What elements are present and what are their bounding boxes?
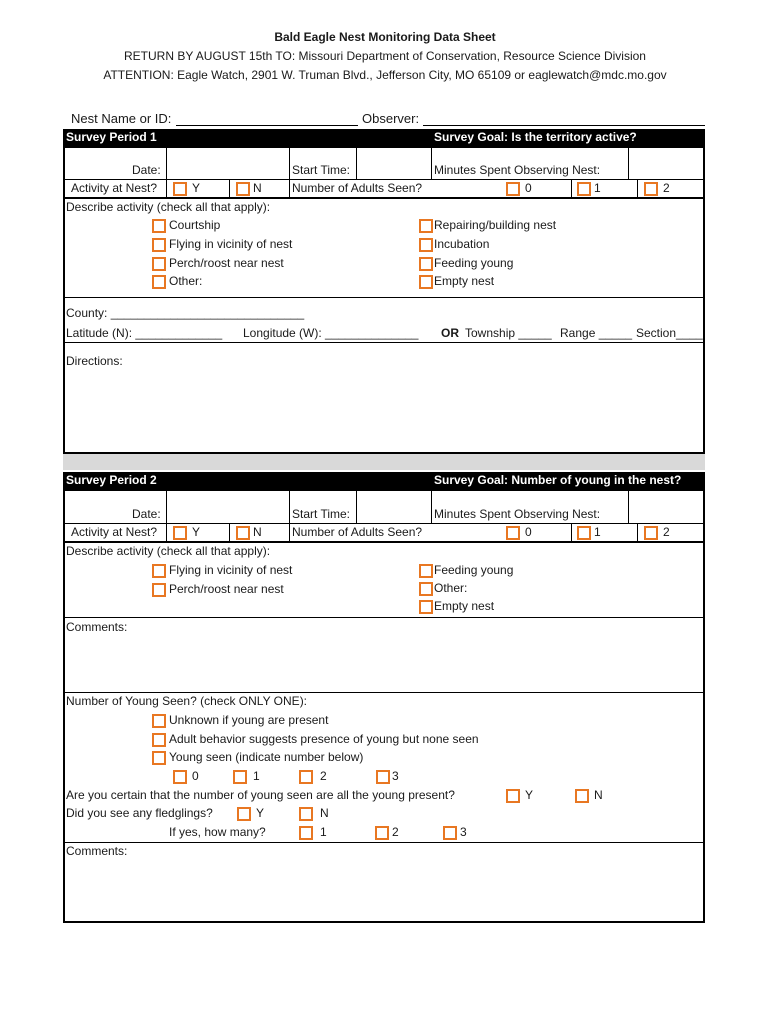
empty-nest-checkbox[interactable] <box>419 600 433 614</box>
frame-line <box>703 489 705 923</box>
cell-line <box>289 489 290 542</box>
cell-line <box>356 146 357 180</box>
cell-line <box>166 489 167 542</box>
period-1-goal: Survey Goal: Is the territory active? <box>434 130 637 144</box>
cell-line <box>229 180 230 198</box>
activity-yes-checkbox[interactable] <box>173 526 187 540</box>
young-count-3-label: 3 <box>392 769 399 783</box>
row-divider <box>63 541 705 543</box>
date-label: Date: <box>132 163 161 177</box>
describe-activity-label: Describe activity (check all that apply): <box>66 544 271 558</box>
row-divider <box>63 617 705 618</box>
frame-line <box>63 146 65 454</box>
cell-line <box>637 180 638 198</box>
directions-label: Directions: <box>66 354 123 368</box>
empty-nest-checkbox[interactable] <box>419 275 433 289</box>
empty-nest-label: Empty nest <box>434 599 495 613</box>
certain-no-label: N <box>594 788 603 802</box>
cell-line <box>229 524 230 542</box>
period-2-goal: Survey Goal: Number of young in the nest? <box>434 473 682 487</box>
how-many-label: If yes, how many? <box>169 825 266 839</box>
adults-2-checkbox[interactable] <box>644 526 658 540</box>
young-behavior-label: Adult behavior suggests presence of young but none seen <box>169 732 479 746</box>
comments-label: Comments: <box>66 620 128 634</box>
fledglings-3-label: 3 <box>460 825 467 839</box>
period-1-title: Survey Period 1 <box>66 130 157 144</box>
certain-no-checkbox[interactable] <box>575 789 589 803</box>
or-label: OR <box>441 326 459 340</box>
perch-checkbox[interactable] <box>152 583 166 597</box>
form-title: Bald Eagle Nest Monitoring Data Sheet <box>274 30 496 44</box>
feeding-label: Feeding young <box>434 256 514 270</box>
young-count-1-checkbox[interactable] <box>233 770 247 784</box>
start-time-label: Start Time: <box>292 163 351 177</box>
section-spacer <box>63 454 705 470</box>
adults-0-label: 0 <box>525 181 532 195</box>
describe-activity-label: Describe activity (check all that apply): <box>66 200 271 214</box>
row-divider <box>63 523 705 524</box>
feeding-checkbox[interactable] <box>419 257 433 271</box>
fledglings-1-label: 1 <box>320 825 327 839</box>
minutes-label: Minutes Spent Observing Nest: <box>434 507 601 521</box>
fledglings-question: Did you see any fledglings? <box>66 806 213 820</box>
cell-line <box>628 146 629 180</box>
activity-no-checkbox[interactable] <box>236 182 250 196</box>
nest-name-label: Nest Name or ID: <box>71 111 172 126</box>
observer-field[interactable] <box>423 125 705 126</box>
fledglings-yes-checkbox[interactable] <box>237 807 251 821</box>
flying-checkbox[interactable] <box>152 564 166 578</box>
cell-line <box>628 489 629 524</box>
cell-line <box>637 524 638 542</box>
row-divider <box>63 342 705 343</box>
section-field[interactable]: Section____ <box>636 326 703 340</box>
young-unknown-label: Unknown if young are present <box>169 713 329 727</box>
fledglings-2-checkbox[interactable] <box>375 826 389 840</box>
repairing-label: Repairing/building nest <box>434 218 557 232</box>
cell-line <box>289 146 290 198</box>
range-field[interactable]: Range _____ <box>560 326 633 340</box>
repairing-checkbox[interactable] <box>419 219 433 233</box>
start-time-label: Start Time: <box>292 507 351 521</box>
young-seen-checkbox[interactable] <box>152 751 166 765</box>
attention-address: ATTENTION: Eagle Watch, 2901 W. Truman Blvd., Jefferson City, MO 65109 or eaglewatch@mdc.mo.gov <box>103 68 667 82</box>
frame-line <box>63 921 705 923</box>
minutes-label: Minutes Spent Observing Nest: <box>434 163 601 177</box>
certain-question: Are you certain that the number of young seen are all the young present? <box>66 788 455 802</box>
township-field[interactable]: Township _____ <box>465 326 552 340</box>
activity-yes-checkbox[interactable] <box>173 182 187 196</box>
row-divider <box>63 692 705 693</box>
row-divider <box>63 179 705 180</box>
young-count-0-checkbox[interactable] <box>173 770 187 784</box>
adults-2-label: 2 <box>663 525 670 539</box>
flying-checkbox[interactable] <box>152 238 166 252</box>
other-label: Other: <box>434 581 468 595</box>
other-checkbox[interactable] <box>419 582 433 596</box>
adults-1-label: 1 <box>594 525 601 539</box>
row-divider <box>63 297 705 298</box>
perch-label: Perch/roost near nest <box>169 582 284 596</box>
yes-label: Y <box>192 525 201 539</box>
comments-label: Comments: <box>66 844 128 858</box>
perch-checkbox[interactable] <box>152 257 166 271</box>
activity-no-checkbox[interactable] <box>236 526 250 540</box>
frame-line <box>63 489 705 491</box>
young-behavior-checkbox[interactable] <box>152 733 166 747</box>
flying-label: Flying in vicinity of nest <box>169 237 293 251</box>
row-divider <box>63 842 705 843</box>
adults-2-checkbox[interactable] <box>644 182 658 196</box>
fledglings-yes-label: Y <box>256 806 265 820</box>
cell-line <box>431 489 432 524</box>
no-label: N <box>253 181 262 195</box>
date-label: Date: <box>132 507 161 521</box>
cell-line <box>571 524 572 542</box>
latitude-field[interactable]: Latitude (N): _____________ <box>66 326 223 340</box>
county-field[interactable]: County: _____________________________ <box>66 306 305 320</box>
young-seen-label: Number of Young Seen? (check ONLY ONE): <box>66 694 308 708</box>
young-count-3-checkbox[interactable] <box>376 770 390 784</box>
certain-yes-label: Y <box>525 788 534 802</box>
observer-label: Observer: <box>362 111 420 126</box>
survey-period-1-header <box>63 129 705 146</box>
perch-label: Perch/roost near nest <box>169 256 284 270</box>
fledglings-no-label: N <box>320 806 329 820</box>
frame-line <box>63 489 65 923</box>
frame-line <box>63 146 705 148</box>
young-unknown-checkbox[interactable] <box>152 714 166 728</box>
certain-yes-checkbox[interactable] <box>506 789 520 803</box>
other-checkbox[interactable] <box>152 275 166 289</box>
other-label: Other: <box>169 274 203 288</box>
courtship-label: Courtship <box>169 218 221 232</box>
adults-2-label: 2 <box>663 181 670 195</box>
adults-0-label: 0 <box>525 525 532 539</box>
period-2-title: Survey Period 2 <box>66 473 157 487</box>
young-count-2-checkbox[interactable] <box>299 770 313 784</box>
adults-label: Number of Adults Seen? <box>292 525 423 539</box>
young-seen-option-label: Young seen (indicate number below) <box>169 750 364 764</box>
empty-nest-label: Empty nest <box>434 274 495 288</box>
adults-1-checkbox[interactable] <box>577 182 591 196</box>
feeding-label: Feeding young <box>434 563 514 577</box>
adults-0-checkbox[interactable] <box>506 526 520 540</box>
longitude-field[interactable]: Longitude (W): ______________ <box>243 326 419 340</box>
no-label: N <box>253 525 262 539</box>
return-instructions: RETURN BY AUGUST 15th TO: Missouri Department of Conservation, Resource Science Division <box>124 49 646 63</box>
activity-label: Activity at Nest? <box>71 181 158 195</box>
cell-line <box>571 180 572 198</box>
courtship-checkbox[interactable] <box>152 219 166 233</box>
fledglings-2-label: 2 <box>392 825 399 839</box>
young-count-1-label: 1 <box>253 769 260 783</box>
incubation-label: Incubation <box>434 237 490 251</box>
fledglings-3-checkbox[interactable] <box>443 826 457 840</box>
fledglings-1-checkbox[interactable] <box>299 826 313 840</box>
feeding-checkbox[interactable] <box>419 564 433 578</box>
row-divider <box>63 197 705 199</box>
cell-line <box>431 146 432 180</box>
yes-label: Y <box>192 181 201 195</box>
adults-label: Number of Adults Seen? <box>292 181 423 195</box>
adults-0-checkbox[interactable] <box>506 182 520 196</box>
adults-1-label: 1 <box>594 181 601 195</box>
fledglings-no-checkbox[interactable] <box>299 807 313 821</box>
young-count-2-label: 2 <box>320 769 327 783</box>
cell-line <box>356 489 357 524</box>
frame-line <box>703 146 705 454</box>
nest-name-field[interactable] <box>176 125 358 126</box>
flying-label: Flying in vicinity of nest <box>169 563 293 577</box>
survey-period-2-header <box>63 472 705 489</box>
young-count-0-label: 0 <box>192 769 199 783</box>
incubation-checkbox[interactable] <box>419 238 433 252</box>
adults-1-checkbox[interactable] <box>577 526 591 540</box>
activity-label: Activity at Nest? <box>71 525 158 539</box>
cell-line <box>166 146 167 198</box>
